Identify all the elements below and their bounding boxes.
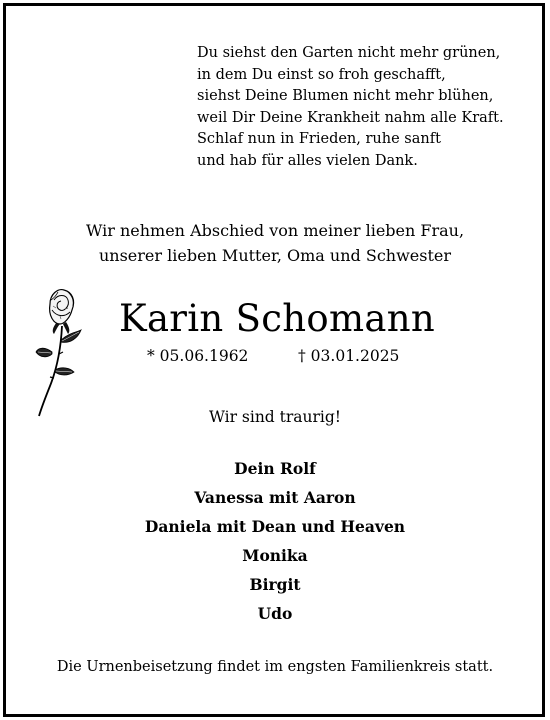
poem-line: Schlaf nun in Frieden, ruhe sanft xyxy=(197,131,441,147)
poem xyxy=(197,43,504,172)
deceased-name: Karin Schomann xyxy=(119,297,435,340)
poem-line: Du siehst den Garten nicht mehr grünen, xyxy=(197,45,501,61)
farewell-intro xyxy=(0,218,550,268)
poem-line: weil Dir Deine Krankheit nahm alle Kraft. xyxy=(197,109,504,126)
mourner-name: Udo xyxy=(257,604,293,623)
poem-line: in dem Du einst so froh geschafft, xyxy=(197,66,446,83)
poem-line: siehst Deine Blumen nicht mehr blühen, xyxy=(197,88,494,104)
mourner-name: Birgit xyxy=(249,575,301,594)
mourners-list xyxy=(0,454,550,628)
intro-line: Wir nehmen Abschied von meiner lieben Frau, xyxy=(85,221,465,240)
burial-note: Die Urnenbeisetzung findet im engsten Familienkreis statt. xyxy=(56,659,494,675)
mourner-name: Daniela mit Dean und Heaven xyxy=(144,517,406,536)
birth-date: * 05.06.1962 xyxy=(147,347,249,365)
mourner-name: Dein Rolf xyxy=(234,459,316,478)
mourner-name: Vanessa mit Aaron xyxy=(194,488,356,507)
poem-line: und hab für alles vielen Dank. xyxy=(197,152,418,169)
intro-line: unserer lieben Mutter, Oma und Schwester xyxy=(98,246,452,265)
death-date: † 03.01.2025 xyxy=(298,347,400,365)
sentiment-text: Wir sind traurig! xyxy=(208,408,342,426)
mourner-name: Monika xyxy=(242,546,308,565)
